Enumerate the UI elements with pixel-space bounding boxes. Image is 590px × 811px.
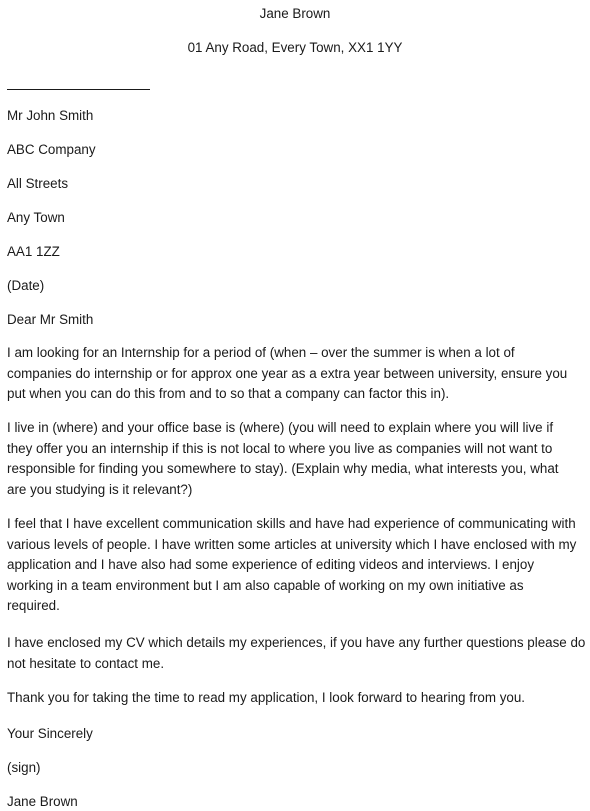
paragraph-line: are you studying is it relevant?): [7, 481, 193, 497]
body-paragraph-2: [7, 418, 585, 500]
signature-placeholder: (sign): [7, 760, 41, 775]
recipient-company: ABC Company: [7, 142, 96, 157]
salutation: Dear Mr Smith: [7, 312, 94, 327]
paragraph-line: application and I have also had some experience of editing videos and interviews. I enjoy: [7, 557, 535, 572]
recipient-town: Any Town: [7, 210, 65, 225]
recipient-postcode: AA1 1ZZ: [7, 244, 60, 259]
paragraph-line: not hesitate to contact me.: [7, 655, 165, 671]
recipient-name: Mr John Smith: [7, 108, 94, 123]
body-paragraph-5: [7, 688, 585, 709]
body-paragraph-1: [7, 343, 585, 405]
sender-name: Jane Brown: [259, 6, 331, 21]
paragraph-line: various levels of people. I have written some articles at university which I have enclosed with my: [7, 536, 577, 552]
paragraph-line: Thank you for taking the time to read my application, I look forward to hearing from you.: [7, 690, 526, 705]
paragraph-line: working in a team environment but I am also capable of working on my own initiative as: [7, 577, 524, 593]
body-paragraph-4: [7, 633, 585, 674]
paragraph-line: put when you can do this from and to so that a company can factor this in).: [7, 386, 450, 401]
paragraph-line: I live in (where) and your office base is (where) (you will need to explain where you will live if: [7, 420, 554, 435]
paragraph-line: they offer you an internship if this is not local to where you live as companies will not want to: [7, 440, 553, 456]
paragraph-line: required.: [7, 598, 60, 613]
recipient-street: All Streets: [7, 176, 69, 191]
letter-date: (Date): [7, 278, 45, 293]
sender-address: 01 Any Road, Every Town, XX1 1YY: [187, 40, 403, 55]
paragraph-line: responsible for finding you somewhere to stay). (Explain why media, what interests you, what: [7, 461, 559, 476]
closing: Your Sincerely: [7, 726, 93, 741]
body-paragraph-3: [7, 514, 585, 617]
paragraph-line: I am looking for an Internship for a period of (when – over the summer is when a lot of: [7, 345, 515, 360]
paragraph-line: I feel that I have excellent communication skills and have had experience of communicating with: [7, 516, 576, 531]
paragraph-line: I have enclosed my CV which details my experiences, if you have any further questions please do: [7, 635, 586, 650]
signoff-name: Jane Brown: [7, 794, 78, 809]
paragraph-line: companies do internship or for approx one year as a extra year between university, ensure you: [7, 365, 568, 381]
separator-rule: [7, 89, 150, 90]
